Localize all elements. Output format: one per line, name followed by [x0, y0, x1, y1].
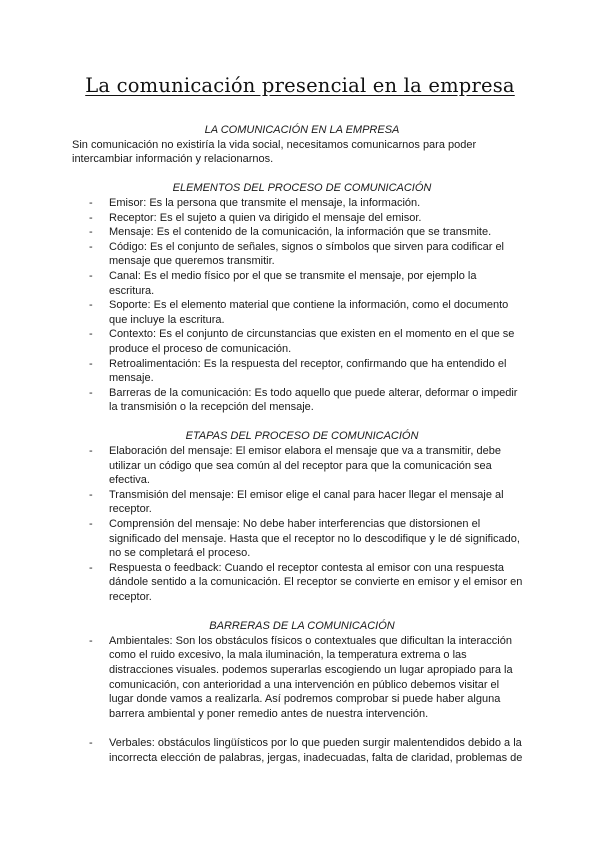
section-heading-barriers: BARRERAS DE LA COMUNICACIÓN [209, 620, 395, 633]
list-item: - Soporte: Es el elemento material que contiene la información, como el documento que incluye la escritura. [89, 299, 509, 326]
elements-list [72, 196, 532, 415]
list-item: - Contexto: Es el conjunto de circunstancias que existen en el momento en el que se produce el proceso de comunicación. [89, 328, 515, 355]
bullet-dash: - [89, 488, 93, 501]
bullet-dash: - [89, 445, 93, 458]
list-item: - Elaboración del mensaje: El emisor elabora el mensaje que va a transmitir, debe utilizar un código que sea común al del receptor para que la comunicación sea efectiva. [89, 445, 501, 487]
section-heading-communication: LA COMUNICACIÓN EN LA EMPRESA [204, 124, 400, 136]
section-heading-stages: ETAPAS DEL PROCESO DE COMUNICACIÓN [185, 430, 419, 443]
intro-line: intercambiar información y relacionarnos. [72, 153, 274, 166]
bullet-dash: - [89, 634, 93, 647]
list-item: - Retroalimentación: Es la respuesta del receptor, confirmando que ha entendido el mensaje. [89, 357, 507, 385]
bullet-dash: - [89, 299, 93, 312]
list-item: - Código: Es el conjunto de señales, signos o símbolos que sirven para codificar el mensaje que queremos transmitir. [89, 240, 505, 268]
document-title: La comunicación presencial en la empresa [85, 74, 515, 97]
intro-line: Sin comunicación no existiría la vida social, necesitamos comunicarnos para poder [72, 138, 477, 151]
bullet-dash: - [89, 269, 93, 282]
bullet-dash: - [89, 328, 93, 341]
list-item: - Emisor: Es la persona que transmite el mensaje, la información. [89, 196, 421, 209]
list-item: - Respuesta o feedback: Cuando el receptor contesta al emisor con una respuesta dándole sentido a la comunicación. El receptor se convierte en emisor y el emisor en receptor. [89, 561, 523, 603]
bullet-dash: - [89, 518, 93, 531]
document-body [72, 123, 532, 765]
stages-list [72, 444, 532, 605]
list-item: - Ambientales: Son los obstáculos físicos o contextuales que dificultan la interacción como el ruido excesivo, la mala iluminación, la temperatura extrema o las distracciones visuales. podemos superarlas escogiendo un lugar apropiado para la comunicación, con anterioridad a una intervención en público debemos visitar el lugar donde vamos a realizarla. Así podremos comprobar si puede haber alguna barrera ambiental y poner remedio antes de nuestra intervención. [89, 634, 513, 720]
list-item: - Receptor: Es el sujeto a quien va dirigido el mensaje del emisor. [89, 211, 422, 224]
list-item: - Verbales: obstáculos lingüísticos por lo que pueden surgir malentendidos debido a la incorrecta elección de palabras, jergas, inadecuadas, falta de claridad, problemas de [89, 736, 523, 764]
bullet-dash: - [89, 357, 93, 370]
section-heading-elements: ELEMENTOS DEL PROCESO DE COMUNICACIÓN [172, 182, 432, 195]
list-item: - Transmisión del mensaje: El emisor elige el canal para hacer llegar el mensaje al receptor. [89, 488, 504, 516]
list-item: - Canal: Es el medio físico por el que se transmite el mensaje, por ejemplo la escritura. [89, 269, 477, 297]
bullet-dash: - [89, 196, 93, 209]
barriers-list [72, 634, 532, 765]
bullet-dash: - [89, 736, 93, 749]
list-item: - Mensaje: Es el contenido de la comunicación, la información que se transmite. [89, 226, 492, 239]
list-item: - Barreras de la comunicación: Es todo aquello que puede alterar, deformar o impedir la transmisión o la recepción del mensaje. [89, 386, 518, 414]
list-item: - Comprensión del mensaje: No debe haber interferencias que distorsionen el significado del mensaje. Hasta que el receptor no lo descodifique y le dé significado, no se completará el proceso. [89, 518, 520, 560]
bullet-dash: - [89, 561, 93, 574]
bullet-dash: - [89, 211, 93, 224]
bullet-dash: - [89, 240, 93, 253]
bullet-dash: - [89, 386, 93, 399]
bullet-dash: - [89, 226, 93, 239]
intro-paragraph [72, 138, 532, 167]
